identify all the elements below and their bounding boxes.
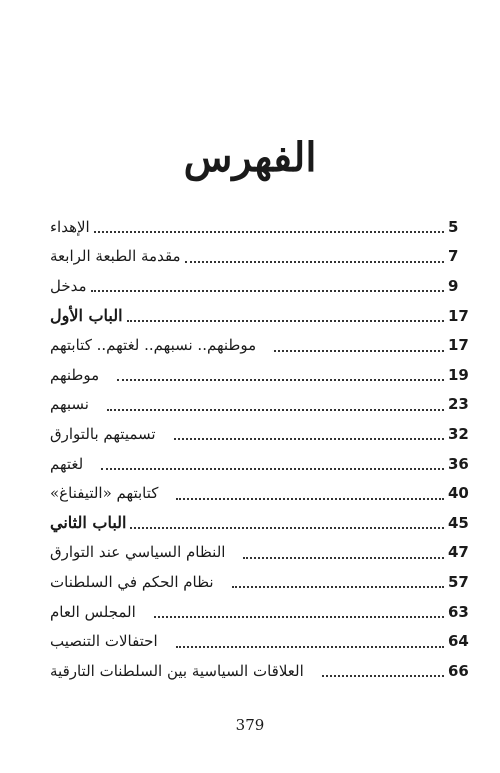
- toc-entry-title: الباب الثاني: [50, 513, 127, 533]
- toc-entry-page: 63: [448, 602, 469, 621]
- dot-leader: [176, 497, 444, 500]
- toc-entry-page: 17: [448, 336, 469, 355]
- toc-entry: [44, 508, 470, 538]
- toc-entry-page: 9: [448, 276, 459, 295]
- toc-entry-page: 57: [448, 572, 469, 591]
- toc-entry-page: 40: [448, 484, 469, 503]
- toc-entry-page: 5: [448, 217, 459, 236]
- toc-entry-title: كتابتهم «التيفناغ»: [50, 484, 159, 503]
- toc-entry-title: احتفالات التنصيب: [50, 632, 158, 651]
- dot-leader: [130, 526, 444, 529]
- toc-entry: [44, 656, 470, 686]
- dot-leader: [154, 615, 444, 618]
- toc-entry: [44, 538, 470, 568]
- toc-entry-title: نسبهم: [50, 395, 89, 414]
- toc-entry-title: مدخل: [50, 276, 87, 295]
- toc-entry-title: نظام الحكم في السلطنات: [50, 572, 214, 591]
- toc-entry-title: النظام السياسي عند التوارق: [50, 543, 226, 562]
- toc-entry-page: 36: [448, 454, 469, 473]
- dot-leader: [274, 349, 444, 352]
- toc-entry-title: موطنهم: [50, 365, 100, 384]
- toc-entry-page: 45: [448, 513, 469, 532]
- toc-entry-page: 47: [448, 543, 469, 562]
- dot-leader: [107, 408, 444, 411]
- dot-leader: [322, 674, 444, 677]
- toc-entry: [44, 271, 470, 301]
- toc-entry: [44, 360, 470, 390]
- toc-entry-title: مقدمة الطبعة الرابعة: [50, 247, 181, 266]
- toc-entry: [44, 626, 470, 656]
- table-of-contents: [44, 212, 470, 686]
- dot-leader: [176, 645, 444, 648]
- dot-leader: [127, 319, 444, 322]
- dot-leader: [91, 289, 444, 292]
- toc-entry: [44, 212, 470, 242]
- toc-entry-page: 66: [448, 661, 469, 680]
- page-title: الفهرس: [183, 134, 317, 181]
- toc-entry-page: 32: [448, 424, 469, 443]
- dot-leader: [185, 260, 444, 263]
- dot-leader: [101, 467, 444, 470]
- toc-entry: [44, 330, 470, 360]
- toc-entry-title: العلاقات السياسية بين السلطنات التارقية: [50, 661, 304, 680]
- toc-entry-page: 23: [448, 395, 469, 414]
- toc-entry-title: المجلس العام: [50, 602, 136, 621]
- toc-entry-title: الإهداء: [50, 217, 90, 236]
- toc-entry-page: 64: [448, 632, 469, 651]
- toc-entry-page: 17: [448, 306, 469, 325]
- toc-entry: [44, 478, 470, 508]
- toc-entry: [44, 301, 470, 331]
- toc-entry: [44, 390, 470, 420]
- dot-leader: [232, 585, 444, 588]
- toc-entry: [44, 242, 470, 272]
- toc-entry: [44, 449, 470, 479]
- toc-entry-page: 7: [448, 247, 459, 266]
- dot-leader: [174, 437, 444, 440]
- toc-entry: [44, 597, 470, 627]
- toc-entry: [44, 567, 470, 597]
- toc-entry-title: موطنهم.. نسبهم.. لغتهم.. كتابتهم: [50, 336, 257, 355]
- toc-entry-title: تسميتهم بالتوارق: [50, 424, 156, 443]
- page-number: 379: [235, 716, 265, 734]
- toc-entry-title: لغتهم: [50, 454, 84, 473]
- toc-entry-page: 19: [448, 365, 469, 384]
- dot-leader: [94, 230, 444, 233]
- toc-entry: [44, 419, 470, 449]
- toc-entry-title: الباب الأول: [50, 306, 123, 326]
- dot-leader: [243, 556, 444, 559]
- dot-leader: [117, 378, 444, 381]
